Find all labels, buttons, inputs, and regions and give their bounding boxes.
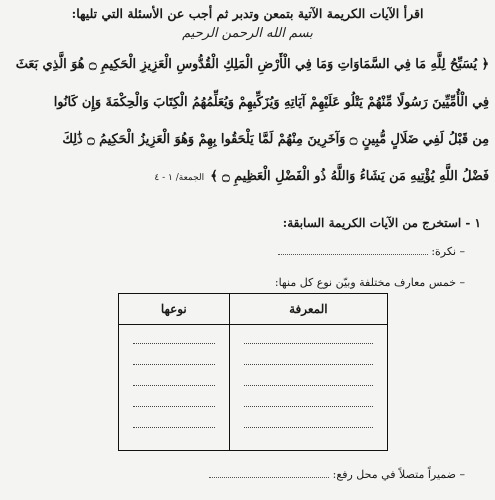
verse-line: ﴿ يُسَبِّحُ لِلَّهِ مَا فِي السَّمَاوَاتِ وَمَا فِي الْأَرْضِ الْمَلِكِ الْقُدُّوسِ الْعَزِيزِ الْحَكِيمِ ۝ هُوَ الَّذِي بَعَثَ	[15, 57, 489, 72]
question-nakira	[6, 245, 465, 258]
table-header-naw: نوعها	[119, 294, 230, 325]
answer-blank[interactable]	[209, 477, 329, 478]
verse-line: مِن قَبْلُ لَفِي ضَلَالٍ مُّبِينٍ ۝ وَآخَرِينَ مِنْهُمْ لَمَّا يَلْحَقُوا بِهِمْ وَهُوَ الْعَزِيزُ الْحَكِيمُ ۝ ذَٰلِكَ	[62, 132, 489, 147]
naw-column[interactable]	[119, 325, 230, 451]
question-title: ١ - استخرج من الآيات الكريمة السابقة:	[282, 216, 481, 230]
damir-label: – ضميراً متصلاً في محل رفع:	[332, 468, 465, 481]
verse-line-last	[6, 168, 489, 184]
instruction-text: اقرأ الآيات الكريمة الآتية بتمعن وتدبر ثم أجب عن الأسئلة التي تليها:	[71, 6, 424, 21]
answer-table	[118, 293, 388, 451]
verse-reference: الجمعة/ ١ - ٤	[154, 173, 205, 183]
marifa-column[interactable]	[229, 325, 387, 451]
table-header-marifa: المعرفة	[229, 294, 387, 325]
nakira-label: – نكرة:	[431, 245, 465, 258]
khams-label: – خمس معارف مختلفة وبيّن نوع كل منها:	[274, 276, 465, 289]
answer-blank[interactable]	[278, 254, 428, 255]
verse-line: فِي الْأُمِّيِّينَ رَسُولًا مِّنْهُمْ يَتْلُو عَلَيْهِمْ آيَاتِهِ وَيُزَكِّيهِمْ وَيُعَلِّمُهُمُ الْكِتَابَ وَالْحِكْمَةَ وَإِن كَانُوا	[53, 95, 489, 110]
question-khams	[6, 276, 465, 289]
verse-text: فَضْلُ اللَّهِ يُؤْتِيهِ مَن يَشَاءُ وَاللَّهُ ذُو الْفَضْلِ الْعَظِيمِ ۝ ﴾	[210, 169, 489, 184]
question-damir	[6, 468, 465, 481]
basmala: بسم الله الرحمن الرحيم	[182, 26, 313, 41]
